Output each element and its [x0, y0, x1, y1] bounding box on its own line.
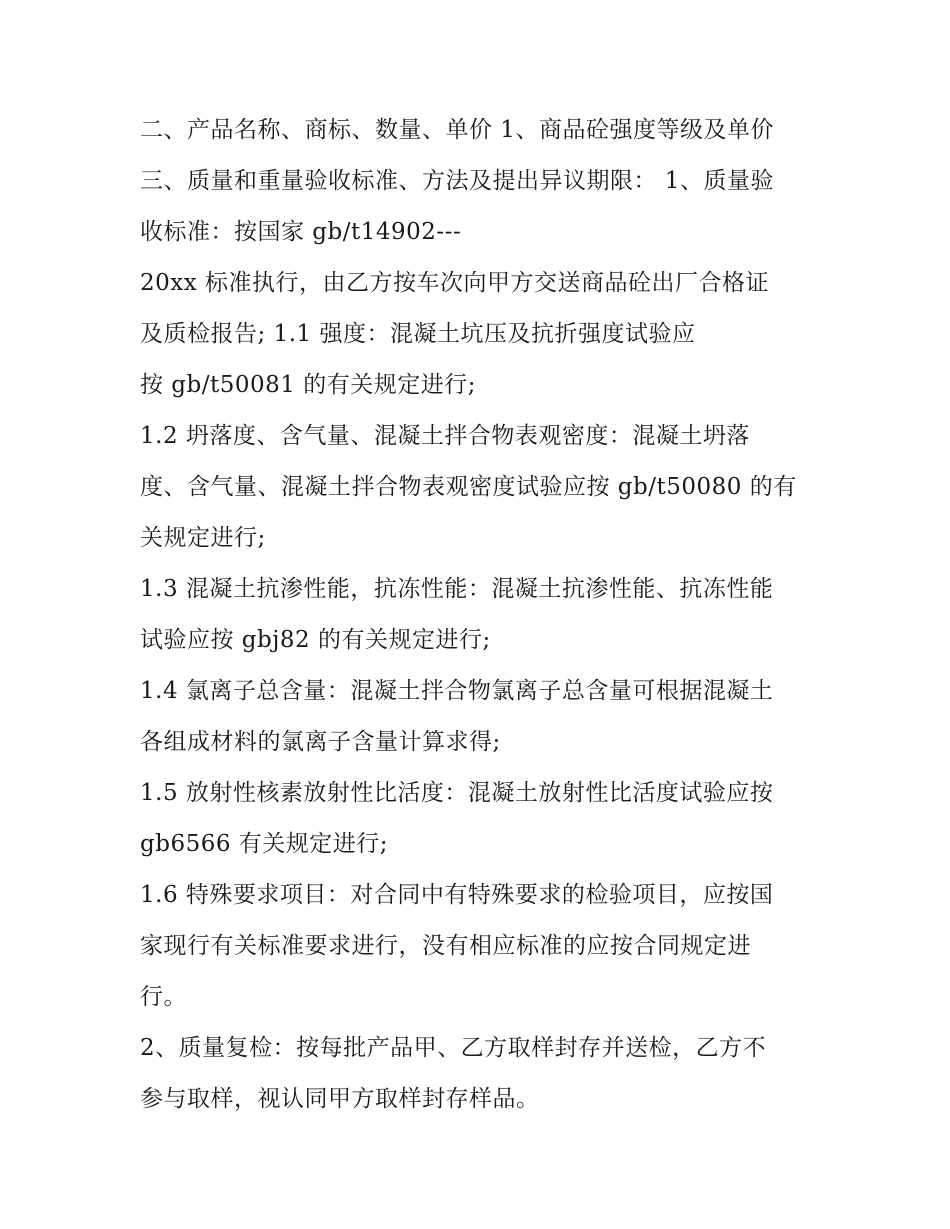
- document-body: [140, 105, 810, 1125]
- text-line: 及质检报告; 1.1 强度：混凝土坑压及抗折强度试验应: [140, 321, 696, 347]
- text-line: 关规定进行;: [140, 525, 266, 551]
- text-line: 家现行有关标准要求进行，没有相应标准的应按合同规定进: [140, 933, 751, 959]
- text-line: 1.4 氯离子总含量：混凝土拌合物氯离子总含量可根据混凝土: [140, 678, 774, 704]
- text-line: 1.3 混凝土抗渗性能，抗冻性能：混凝土抗渗性能、抗冻性能: [140, 576, 774, 602]
- text-line: 度、含气量、混凝土拌合物表观密度试验应按 gb/t50080 的有: [140, 474, 797, 500]
- text-line: 1.5 放射性核素放射性比活度：混凝土放射性比活度试验应按: [140, 780, 774, 806]
- text-line: 二、产品名称、商标、数量、单价 1、商品砼强度等级及单价: [140, 117, 774, 143]
- text-line: 20xx 标准执行，由乙方按车次向甲方交送商品砼出厂合格证: [140, 270, 770, 296]
- text-line: 各组成材料的氯离子含量计算求得;: [140, 729, 501, 755]
- text-line: 1.2 坍落度、含气量、混凝土拌合物表观密度：混凝土坍落: [140, 423, 750, 449]
- text-line: 收标准：按国家 gb/t14902---: [140, 219, 462, 245]
- text-line: 1.6 特殊要求项目：对合同中有特殊要求的检验项目，应按国: [140, 882, 774, 908]
- text-line: 参与取样，视认同甲方取样封存样品。: [140, 1086, 540, 1112]
- text-line: 试验应按 gbj82 的有关规定进行;: [140, 627, 491, 653]
- text-line: 2、质量复检：按每批产品甲、乙方取样封存并送检，乙方不: [140, 1035, 767, 1061]
- text-line: 按 gb/t50081 的有关规定进行;: [140, 372, 476, 398]
- text-line: gb6566 有关规定进行;: [140, 831, 389, 857]
- text-line: 三、质量和重量验收标准、方法及提出异议期限： 1、质量验: [140, 168, 774, 194]
- text-line: 行。: [140, 984, 187, 1010]
